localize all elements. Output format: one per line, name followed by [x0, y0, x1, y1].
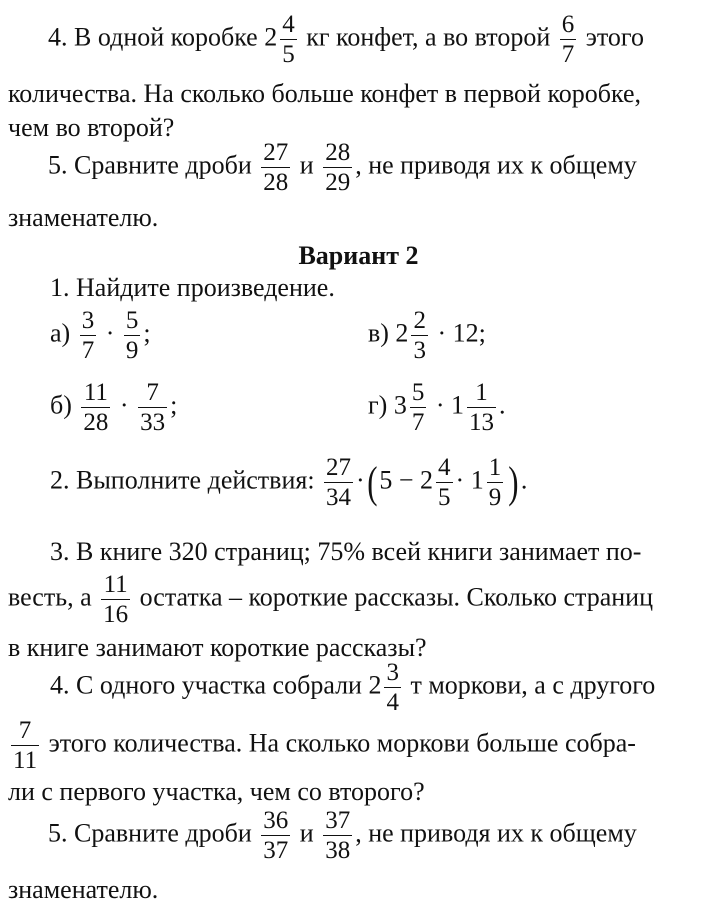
fraction: $\frac{5}{9}$	[125, 307, 139, 364]
fraction: $\frac{5}{7}$	[411, 379, 425, 436]
task-1-title: 1. Найдите произведение.	[50, 273, 335, 302]
task-3-line-2: весть, а $\frac{11}{16}$ остатка – короткие рассказы. Сколько страниц	[8, 571, 654, 628]
task-1-item-g: г) 3 $\frac{5}{7}$ · 1 $\frac{1}{13}$ .	[368, 379, 506, 436]
problem-4-line-1: 4. В одной коробке 2 $\frac{4}{5}$ кг конфет, а во второй $\frac{6}{7}$ этого	[48, 11, 644, 68]
task-5-line-2: знаменателю.	[8, 875, 159, 904]
fraction: $\frac{1}{9}$	[488, 454, 502, 511]
fraction: $\frac{7}{33}$	[140, 379, 166, 436]
fraction: $\frac{4}{5}$	[282, 11, 295, 68]
fraction: $\frac{6}{7}$	[561, 11, 575, 68]
fraction: $\frac{1}{13}$	[469, 379, 494, 436]
task-2: 2. Выполните действия: $\frac{27}{34}$ ·(5 − 2 $\frac{4}{5}$ · 1 $\frac{1}{9}$ ).	[50, 454, 528, 511]
fraction: $\frac{11}{28}$	[83, 379, 109, 436]
fraction: $\frac{36}{37}$	[263, 807, 289, 864]
task-4-line-1: 4. С одного участка собрали 2 $\frac{3}{4}$ т моркови, а с другого	[50, 659, 656, 716]
fraction: $\frac{27}{28}$	[263, 139, 289, 196]
variant-heading: Вариант 2	[298, 241, 419, 270]
fraction: $\frac{28}{29}$	[325, 139, 351, 196]
problem-5-line-1: 5. Сравните дроби $\frac{27}{28}$ и $\frac{28}{29}$ , не приводя их к общему	[48, 139, 637, 196]
task-5-line-1: 5. Сравните дроби $\frac{36}{37}$ и $\frac{37}{38}$ , не приводя их к общему	[48, 807, 637, 864]
task-1-item-a: а) $\frac{3}{7}$ · $\frac{5}{9}$ ;	[50, 307, 151, 364]
task-4-line-3: ли с первого участка, чем со второго?	[8, 777, 425, 806]
task-1-item-v: в) 2 $\frac{2}{3}$ · 12;	[368, 307, 486, 364]
fraction: $\frac{2}{3}$	[413, 307, 426, 364]
task-3-line-1: 3. В книге 320 страниц; 75% всей книги занимает по-	[50, 537, 642, 566]
fraction: $\frac{27}{34}$	[326, 454, 352, 511]
task-4-line-2: $\frac{7}{11}$ этого количества. На сколько моркови больше собра-	[13, 717, 636, 774]
fraction: $\frac{3}{4}$	[386, 659, 399, 716]
problem-4-line-3: чем во второй?	[8, 113, 175, 142]
problem-4-line-2: количества. На сколько больше конфет в первой коробке,	[8, 79, 642, 108]
problem-5-line-2: знаменателю.	[8, 203, 159, 232]
task-3-line-3: в книге занимают короткие рассказы?	[8, 633, 427, 662]
fraction: $\frac{3}{7}$	[81, 307, 95, 364]
fraction: $\frac{37}{38}$	[325, 807, 351, 864]
fraction: $\frac{11}{16}$	[103, 571, 129, 628]
fraction: $\frac{4}{5}$	[438, 454, 451, 511]
fraction: $\frac{7}{11}$	[13, 717, 38, 774]
task-1-item-b: б) $\frac{11}{28}$ · $\frac{7}{33}$ ;	[50, 379, 178, 436]
